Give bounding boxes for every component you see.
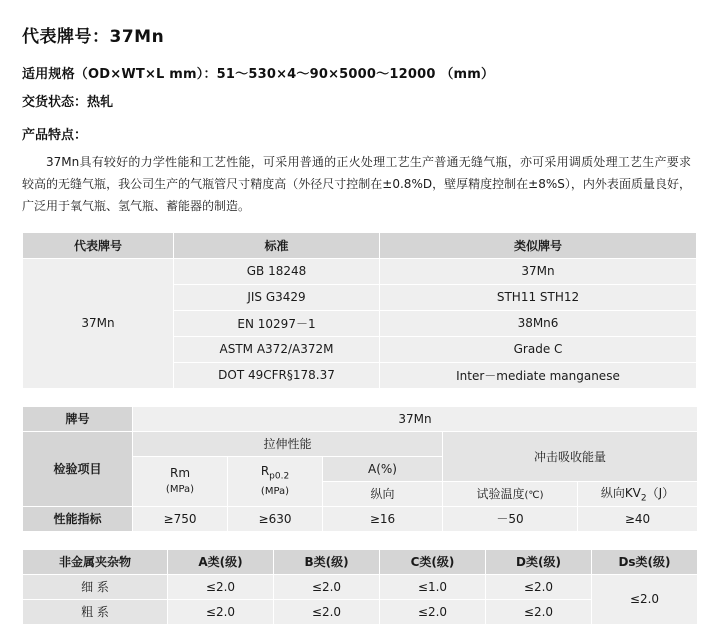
cell-similar: 38Mn6	[380, 310, 697, 336]
table-row	[23, 506, 698, 531]
header-cell-grade: 牌号	[23, 406, 133, 431]
cell-elongation-direction: 纵向	[323, 481, 443, 506]
cell-class-d-value: ≤2.0	[486, 599, 592, 624]
table-row	[23, 574, 698, 599]
table-row	[23, 549, 698, 574]
header-cell-class-d: D类(级)	[486, 549, 592, 574]
kv-unit: （J）	[646, 485, 675, 500]
cell-class-c-value: ≤2.0	[380, 599, 486, 624]
cell-standard: DOT 49CFR§178.37	[174, 362, 380, 388]
header-cell-class-b: B类(级)	[274, 549, 380, 574]
cell-rp-value: ≥630	[228, 506, 323, 531]
cell-series-name: 粗 系	[23, 599, 168, 624]
cell-test-temperature-label	[443, 481, 578, 506]
cell-class-b-value: ≤2.0	[274, 599, 380, 624]
cell-standard: EN 10297－1	[174, 310, 380, 336]
header-cell-grade: 代表牌号	[23, 232, 174, 258]
temp-text: 试验温度	[476, 487, 525, 502]
kv-text: 纵向KV	[600, 485, 641, 500]
table-row	[23, 232, 697, 258]
rp-unit: (MPa)	[260, 485, 290, 497]
spec-label: 适用规格（OD×WT×L mm）	[22, 67, 204, 82]
header-cell-standard: 标准	[174, 232, 380, 258]
spec-value: ：51～530×4～90×5000～12000 （mm）	[203, 67, 495, 82]
rp-symbol: R	[260, 463, 270, 478]
table-mech-wrapper	[22, 406, 695, 532]
header-cell-inclusions: 非金属夹杂物	[23, 549, 168, 574]
cell-series-name: 细 系	[23, 574, 168, 599]
header-cell-inspection-item: 检验项目	[23, 431, 133, 506]
cell-similar: STH11 STH12	[380, 284, 697, 310]
header-cell-class-a: A类(级)	[168, 549, 274, 574]
cell-standard: GB 18248	[174, 258, 380, 284]
delivery-value: 热轧	[87, 95, 114, 110]
table-row	[23, 258, 697, 284]
delivery-line	[22, 91, 695, 110]
table-grades-wrapper	[22, 232, 695, 389]
rm-symbol: Rm	[169, 465, 191, 480]
cell-elongation-value: ≥16	[323, 506, 443, 531]
cell-grade-value: 37Mn	[133, 406, 698, 431]
cell-class-c-value: ≤1.0	[380, 574, 486, 599]
page-title: 代表牌号：37Mn	[22, 27, 165, 47]
table-row	[23, 431, 698, 456]
cell-temperature-value: －50	[443, 506, 578, 531]
kv-subscript: 2	[640, 493, 647, 504]
cell-elongation-label: A(%)	[323, 456, 443, 481]
cell-class-ds-value: ≤2.0	[592, 574, 698, 624]
cell-rm-value: ≥750	[133, 506, 228, 531]
header-cell-class-c: C类(级)	[380, 549, 486, 574]
cell-class-a-value: ≤2.0	[168, 574, 274, 599]
spec-line	[22, 63, 695, 82]
cell-class-a-value: ≤2.0	[168, 599, 274, 624]
rp-subscript: p0.2	[269, 471, 290, 482]
cell-impact-group: 冲击吸收能量	[443, 431, 698, 481]
cell-rm-label	[133, 456, 228, 506]
delivery-label: 交货状态：	[22, 95, 88, 110]
temp-unit: (℃)	[524, 490, 544, 502]
header-cell-class-ds: Ds类(级)	[592, 549, 698, 574]
table-inclusions-wrapper	[22, 549, 695, 625]
table-row	[23, 406, 698, 431]
cell-kv-label	[578, 481, 698, 506]
header-cell-similar: 类似牌号	[380, 232, 697, 258]
cell-tensile-group: 拉伸性能	[133, 431, 443, 456]
table-non-metallic-inclusions	[22, 549, 698, 625]
cell-class-b-value: ≤2.0	[274, 574, 380, 599]
rm-unit: (MPa)	[165, 483, 195, 495]
cell-standard: ASTM A372/A372M	[174, 336, 380, 362]
cell-standard: JIS G3429	[174, 284, 380, 310]
table-grades	[22, 232, 697, 389]
cell-class-d-value: ≤2.0	[486, 574, 592, 599]
cell-similar: Inter－mediate manganese	[380, 362, 697, 388]
header-cell-performance-index: 性能指标	[23, 506, 133, 531]
cell-rp-label	[228, 456, 323, 506]
cell-similar: 37Mn	[380, 258, 697, 284]
features-body: 37Mn具有较好的力学性能和工艺性能，可采用普通的正火处理工艺生产普通无缝气瓶，亦可采用调质处理工艺生产要求较高的无缝气瓶，我公司生产的气瓶管尺寸精度高（外径尺寸控制在±0.8%D，壁厚精度控制在±8%S），内外表面质量良好，广泛用于氧气瓶、氢气瓶、蓄能器的制造。	[22, 155, 691, 214]
table-mechanical-properties	[22, 406, 698, 532]
cell-kv-value: ≥40	[578, 506, 698, 531]
cell-similar: Grade C	[380, 336, 697, 362]
features-heading: 产品特点：	[22, 128, 88, 143]
cell-grade-value: 37Mn	[23, 258, 174, 388]
